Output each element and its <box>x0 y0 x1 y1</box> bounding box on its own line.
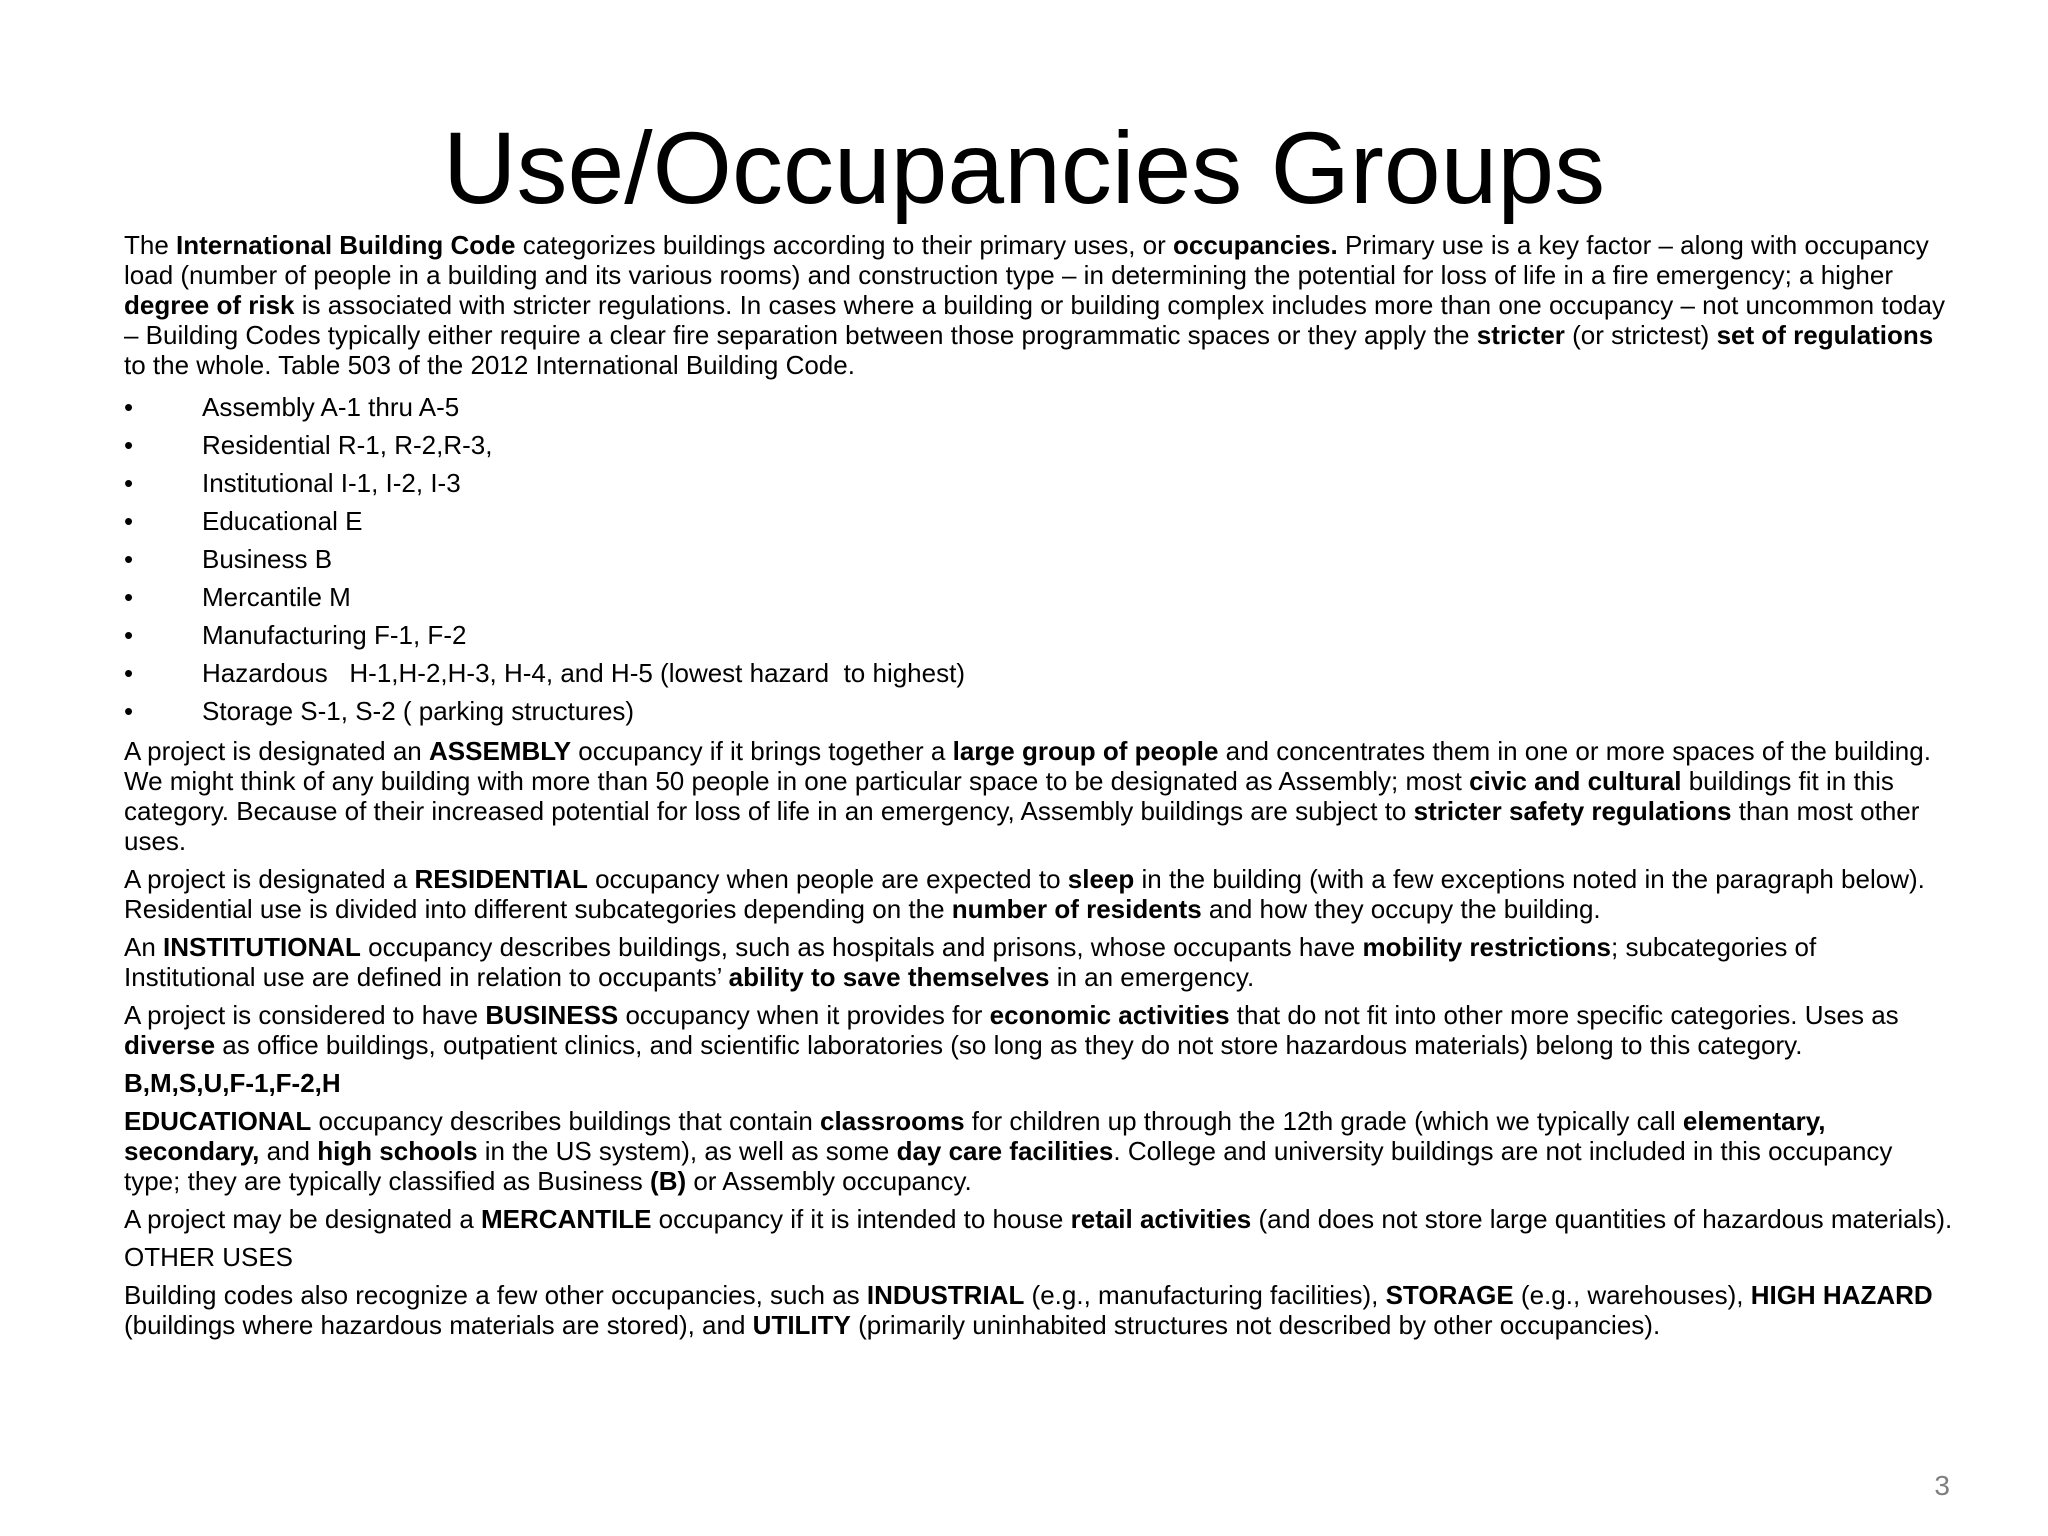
bold-text-run: degree of risk <box>124 290 295 320</box>
bold-text-run: RESIDENTIAL <box>414 864 588 894</box>
text-run: Building codes also recognize a few other occupancies, such as <box>124 1280 867 1310</box>
list-item <box>124 426 1954 464</box>
text-run: . College and university buildings are not included in this occupancy type; they are typically classified as Business <box>124 1136 1893 1196</box>
text-run: (e.g., warehouses), <box>1513 1280 1751 1310</box>
bold-text-run: STORAGE <box>1385 1280 1514 1310</box>
list-item-label: Residential R-1, R-2,R-3, <box>202 430 493 460</box>
text-run: occupancy if it brings together a <box>571 736 953 766</box>
text-run: in the building (with a few exceptions noted in the paragraph below). Residential use is divided into different subcategories depending on the <box>124 864 1925 924</box>
slide-body <box>124 230 1954 1348</box>
text-run: ; subcategories of Institutional use are defined in relation to occupants’ <box>124 932 1817 992</box>
mercantile-paragraph <box>124 1204 1954 1234</box>
bold-text-run: International Building Code <box>176 230 516 260</box>
bullet-icon: • <box>124 582 134 612</box>
occupancy-list <box>124 388 1954 730</box>
list-item-label: Hazardous H-1,H-2,H-3, H-4, and H-5 (lowest hazard to highest) <box>202 658 965 688</box>
bold-text-run: occupancies. <box>1173 230 1338 260</box>
text-run: An <box>124 932 164 962</box>
text-run: for children up through the 12th grade (which we typically call <box>964 1106 1683 1136</box>
bullet-icon: • <box>124 392 134 422</box>
text-run: occupancy describes buildings, such as hospitals and prisons, whose occupants have <box>360 932 1363 962</box>
assembly-paragraph <box>124 736 1954 856</box>
text-run: The <box>124 230 177 260</box>
bold-text-run: ASSEMBLY <box>428 736 572 766</box>
text-run: A project is considered to have <box>124 1000 486 1030</box>
bullet-icon: • <box>124 620 134 650</box>
list-item-label: Assembly A-1 thru A-5 <box>202 392 460 422</box>
bold-text-run: mobility restrictions <box>1362 932 1611 962</box>
list-item <box>124 654 1954 692</box>
bold-text-run: HIGH HAZARD <box>1750 1280 1933 1310</box>
institutional-paragraph <box>124 932 1954 992</box>
list-item-label: Business B <box>202 544 333 574</box>
text-run: in an emergency. <box>1049 962 1255 992</box>
text-run: that do not fit into other more specific categories. Uses as <box>1229 1000 1899 1030</box>
text-run: buildings fit in this category. Because of their increased potential for loss of life in an emergency, Assembly buildings are subject to <box>124 766 1894 826</box>
business-groups-line <box>124 1068 1954 1098</box>
text-run: in the US system), as well as some <box>477 1136 897 1166</box>
bullet-icon: • <box>124 658 134 688</box>
list-item-label: Institutional I-1, I-2, I-3 <box>202 468 461 498</box>
bold-text-run: MERCANTILE <box>481 1204 652 1234</box>
bold-text-run: BUSINESS <box>485 1000 619 1030</box>
text-run: (buildings where hazardous materials are stored), and <box>124 1310 753 1340</box>
text-run: (primarily uninhabited structures not described by other occupancies). <box>850 1310 1661 1340</box>
text-run: (and does not store large quantities of hazardous materials). <box>1251 1204 1953 1234</box>
bullet-icon: • <box>124 506 134 536</box>
text-run: and concentrates them in one or more spaces of the building. We might think of any building with more than 50 people in one particular space to be designated as Assembly; most <box>124 736 1931 796</box>
list-item <box>124 388 1954 426</box>
list-item <box>124 692 1954 730</box>
residential-paragraph <box>124 864 1954 924</box>
intro-paragraph <box>124 230 1954 380</box>
text-run: occupancy if it is intended to house <box>651 1204 1071 1234</box>
text-run: A project may be designated a <box>124 1204 482 1234</box>
text-run: (or strictest) <box>1564 320 1717 350</box>
bold-text-run: day care facilities <box>896 1136 1114 1166</box>
text-run: A project is designated an <box>124 736 429 766</box>
text-run: or Assembly occupancy. <box>686 1166 972 1196</box>
bold-text-run: high schools <box>317 1136 478 1166</box>
bold-text-run: diverse <box>124 1030 216 1060</box>
text-run: A project is designated a <box>124 864 415 894</box>
text-run: occupancy when people are expected to <box>587 864 1068 894</box>
text-run: as office buildings, outpatient clinics, and scientific laboratories (so long as they do not store hazardous materials) belong to this category. <box>215 1030 1803 1060</box>
business-paragraph <box>124 1000 1954 1060</box>
bold-text-run: large group of people <box>952 736 1219 766</box>
text-run: OTHER USES <box>124 1242 294 1272</box>
bold-text-run: (B) <box>650 1166 687 1196</box>
bold-text-run: UTILITY <box>752 1310 851 1340</box>
text-run: occupancy describes buildings that contain <box>311 1106 821 1136</box>
bold-text-run: INDUSTRIAL <box>866 1280 1025 1310</box>
text-run: occupancy when it provides for <box>618 1000 990 1030</box>
other-uses-heading <box>124 1242 1954 1272</box>
other-uses-paragraph <box>124 1280 1954 1340</box>
bold-text-run: economic activities <box>989 1000 1230 1030</box>
text-run: is associated with stricter regulations. In cases where a building or building complex includes more than one occupancy – not uncommon today – Building Codes typically either require a clear fire separation between those programmatic spaces or they apply the <box>124 290 1945 350</box>
list-item-label: Educational E <box>202 506 363 536</box>
page-number: 3 <box>1934 1470 1950 1501</box>
bold-text-run: stricter <box>1476 320 1565 350</box>
bold-text-run: stricter safety regulations <box>1413 796 1732 826</box>
bullet-icon: • <box>124 544 134 574</box>
bold-text-run: civic and cultural <box>1469 766 1682 796</box>
list-item <box>124 616 1954 654</box>
bold-text-run: sleep <box>1067 864 1135 894</box>
list-item <box>124 464 1954 502</box>
bold-text-run: classrooms <box>820 1106 965 1136</box>
list-item-label: Mercantile M <box>202 582 351 612</box>
bullet-icon: • <box>124 696 134 726</box>
text-run: categorizes buildings according to their primary uses, or <box>515 230 1173 260</box>
bold-text-run: number of residents <box>951 894 1202 924</box>
list-item <box>124 578 1954 616</box>
bold-text-run: B,M,S,U,F-1,F-2,H <box>124 1068 341 1098</box>
list-item-label: Manufacturing F-1, F-2 <box>202 620 467 650</box>
bold-text-run: retail activities <box>1070 1204 1252 1234</box>
bold-text-run: elementary, secondary, <box>124 1106 1826 1166</box>
text-run: to the whole. Table 503 of the 2012 International Building Code. <box>124 350 855 380</box>
bold-text-run: ability to save themselves <box>728 962 1050 992</box>
bullet-icon: • <box>124 468 134 498</box>
list-item <box>124 540 1954 578</box>
text-run: and how they occupy the building. <box>1201 894 1601 924</box>
text-run: and <box>259 1136 318 1166</box>
text-run: (e.g., manufacturing facilities), <box>1024 1280 1386 1310</box>
bold-text-run: set of regulations <box>1716 320 1934 350</box>
text-run: Primary use is a key factor – along with occupancy load (number of people in a building and its various rooms) and construction type – in determining the potential for loss of life in a fire emergency; a higher <box>124 230 1929 290</box>
text-run: than most other uses. <box>124 796 1920 856</box>
list-item-label: Storage S-1, S-2 ( parking structures) <box>202 696 635 726</box>
slide-title: Use/Occupancies Groups <box>442 111 1606 225</box>
bold-text-run: EDUCATIONAL <box>124 1106 312 1136</box>
bold-text-run: INSTITUTIONAL <box>163 932 361 962</box>
bullet-icon: • <box>124 430 134 460</box>
educational-paragraph <box>124 1106 1954 1196</box>
list-item <box>124 502 1954 540</box>
